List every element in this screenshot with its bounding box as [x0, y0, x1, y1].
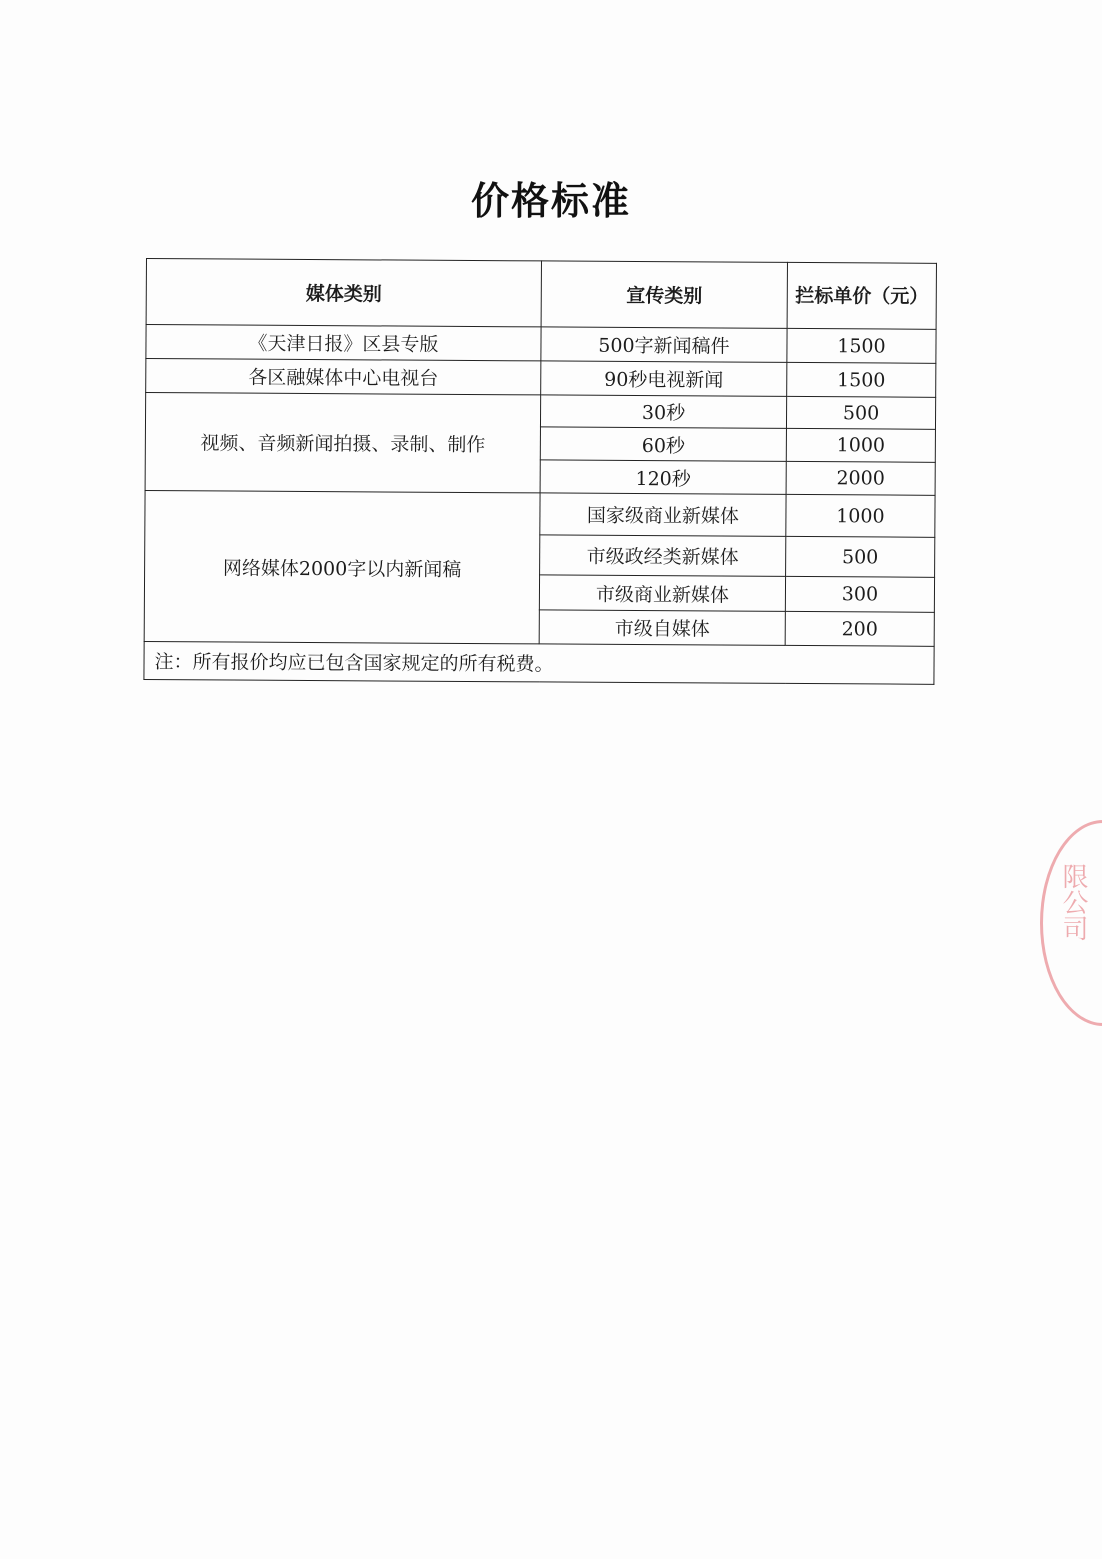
cell-promo: 市级政经类新媒体 [540, 535, 786, 577]
table-row [145, 490, 935, 537]
cell-promo: 30秒 [540, 395, 786, 429]
cell-media: 各区融媒体中心电视台 [146, 359, 541, 395]
header-price: 拦标单价（元） [787, 262, 936, 329]
cell-price: 1000 [786, 428, 935, 462]
cell-price: 1500 [787, 362, 936, 397]
company-seal [1040, 820, 1102, 1026]
cell-price: 1000 [786, 494, 935, 537]
page-title: 价格标准 [470, 179, 631, 223]
cell-promo: 60秒 [540, 427, 786, 462]
cell-media: 《天津日报》区县专版 [146, 325, 541, 361]
cell-media: 视频、音频新闻拍摄、录制、制作 [145, 393, 541, 493]
table-note: 注：所有报价均应已包含国家规定的所有税费。 [144, 641, 934, 684]
header-promo-type: 宣传类别 [541, 261, 787, 329]
price-table [143, 258, 937, 685]
table-row [146, 359, 936, 398]
cell-promo: 120秒 [540, 460, 786, 495]
cell-price: 1500 [787, 328, 936, 363]
header-media-type: 媒体类别 [146, 259, 541, 327]
cell-promo: 国家级商业新媒体 [540, 493, 786, 537]
table-header-row [146, 259, 936, 330]
seal-text: 限公司 [1058, 863, 1088, 941]
cell-price: 300 [785, 576, 934, 612]
cell-promo: 市级商业新媒体 [539, 575, 785, 612]
cell-promo: 市级自媒体 [539, 610, 785, 646]
cell-price: 200 [785, 611, 934, 646]
cell-promo: 500字新闻稿件 [541, 327, 787, 363]
cell-media: 网络媒体2000字以内新闻稿 [144, 490, 540, 643]
cell-price: 500 [786, 396, 935, 429]
table-note-row [144, 641, 934, 684]
cell-price: 2000 [786, 461, 935, 495]
cell-promo: 90秒电视新闻 [541, 361, 787, 397]
table-row [145, 393, 935, 430]
table-row [146, 325, 936, 364]
cell-price: 500 [786, 536, 935, 577]
